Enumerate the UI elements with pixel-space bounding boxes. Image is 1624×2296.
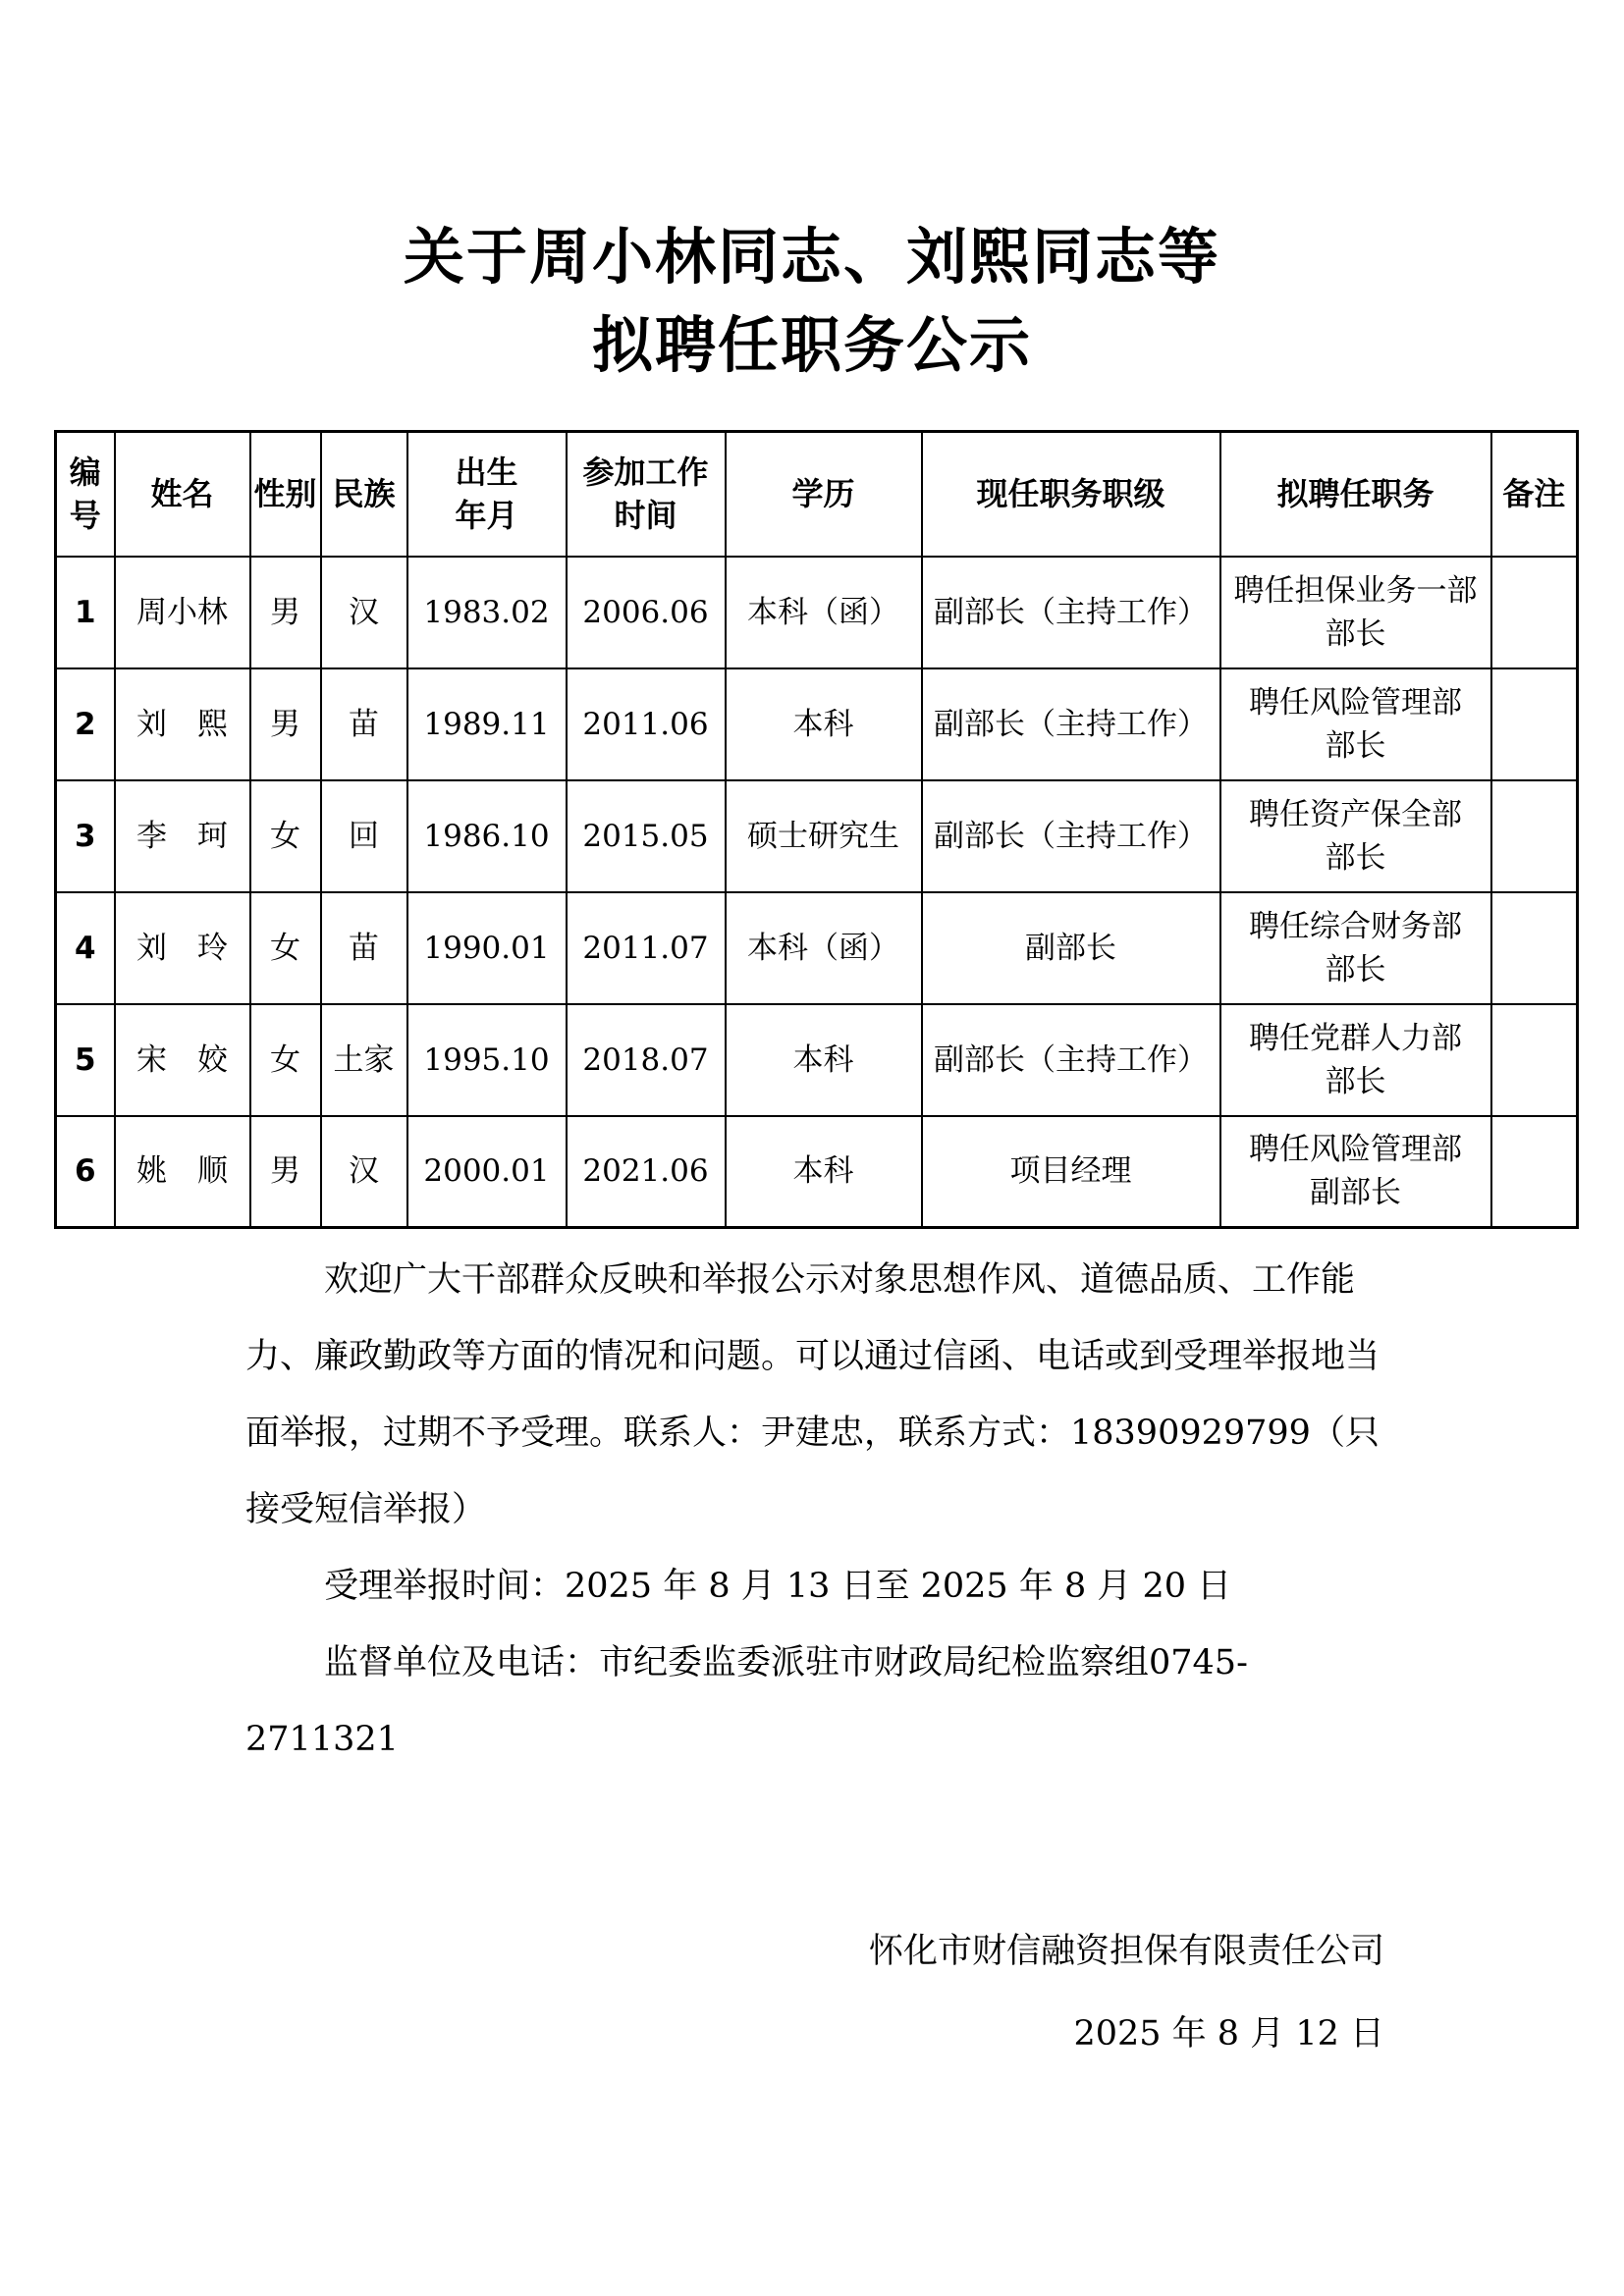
header-gender: 性别	[250, 432, 321, 557]
appointment-table	[54, 430, 1579, 1229]
header-remark: 备注	[1491, 432, 1578, 557]
cell-gender: 女	[250, 780, 321, 892]
cell-idx: 5	[56, 1004, 115, 1116]
supervisor-contact: 监督单位及电话：市纪委监委派驻市财政局纪检监察组0745-2711321	[245, 1643, 1248, 1759]
cell-education: 本科	[726, 1004, 922, 1116]
cell-remark	[1491, 1116, 1578, 1228]
cell-name: 周小林	[115, 557, 250, 668]
table-row	[56, 892, 1578, 1004]
header-birth: 出生年月	[407, 432, 567, 557]
cell-work-start: 2015.05	[567, 780, 726, 892]
cell-remark	[1491, 780, 1578, 892]
cell-ethnicity: 苗	[321, 892, 407, 1004]
cell-current-position: 副部长（主持工作）	[922, 1004, 1220, 1116]
proposed-line-1: 聘任党群人力部	[1249, 1020, 1462, 1056]
cell-idx: 2	[56, 668, 115, 780]
cell-gender: 男	[250, 1116, 321, 1228]
header-idx: 编号	[56, 432, 115, 557]
proposed-line-2: 部长	[1325, 951, 1386, 988]
cell-ethnicity: 土家	[321, 1004, 407, 1116]
cell-birth: 1983.02	[407, 557, 567, 668]
cell-proposed-position	[1220, 1004, 1491, 1116]
proposed-line-2: 部长	[1325, 839, 1386, 876]
cell-remark	[1491, 668, 1578, 780]
header-education: 学历	[726, 432, 922, 557]
proposed-line-2: 部长	[1325, 727, 1386, 764]
cell-ethnicity: 回	[321, 780, 407, 892]
title-line-1: 关于周小林同志、刘熙同志等	[403, 221, 1220, 293]
table-row	[56, 780, 1578, 892]
proposed-line-2: 部长	[1325, 1063, 1386, 1099]
proposed-line-1: 聘任资产保全部	[1249, 796, 1462, 832]
cell-current-position: 副部长（主持工作）	[922, 780, 1220, 892]
cell-current-position: 副部长（主持工作）	[922, 668, 1220, 780]
cell-name: 姚 顺	[115, 1116, 250, 1228]
cell-proposed-position	[1220, 557, 1491, 668]
header-current-position: 现任职务职级	[922, 432, 1220, 557]
proposed-line-1: 聘任综合财务部	[1249, 908, 1462, 944]
cell-name: 刘 玲	[115, 892, 250, 1004]
cell-ethnicity: 汉	[321, 1116, 407, 1228]
cell-remark	[1491, 1004, 1578, 1116]
cell-current-position: 副部长	[922, 892, 1220, 1004]
cell-idx: 3	[56, 780, 115, 892]
proposed-line-1: 聘任风险管理部	[1249, 1132, 1462, 1168]
notice-paragraph: 欢迎广大干部群众反映和举报公示对象思想作风、道德品质、工作能力、廉政勤政等方面的情况和问题。可以通过信函、电话或到受理举报地当面举报，过期不予受理。联系人：尹建忠，联系方式：18390929799（只接受短信举报）	[245, 1260, 1380, 1529]
table-row	[56, 1004, 1578, 1116]
cell-name: 李 珂	[115, 780, 250, 892]
cell-gender: 男	[250, 668, 321, 780]
cell-remark	[1491, 892, 1578, 1004]
cell-remark	[1491, 557, 1578, 668]
cell-proposed-position	[1220, 668, 1491, 780]
cell-work-start: 2011.06	[567, 668, 726, 780]
cell-work-start: 2018.07	[567, 1004, 726, 1116]
cell-current-position: 副部长（主持工作）	[922, 557, 1220, 668]
cell-education: 硕士研究生	[726, 780, 922, 892]
cell-name: 宋 姣	[115, 1004, 250, 1116]
signature-date: 2025 年 8 月 12 日	[1073, 2014, 1384, 2054]
cell-birth: 1990.01	[407, 892, 567, 1004]
cell-name: 刘 熙	[115, 668, 250, 780]
report-period: 受理举报时间：2025 年 8 月 13 日至 2025 年 8 月 20 日	[324, 1567, 1232, 1606]
title-line-2: 拟聘任职务公示	[591, 309, 1032, 381]
table-row	[56, 1116, 1578, 1228]
cell-birth: 1989.11	[407, 668, 567, 780]
cell-current-position: 项目经理	[922, 1116, 1220, 1228]
cell-idx: 1	[56, 557, 115, 668]
cell-ethnicity: 汉	[321, 557, 407, 668]
header-ethnicity: 民族	[321, 432, 407, 557]
proposed-line-1: 聘任风险管理部	[1249, 684, 1462, 721]
cell-work-start: 2006.06	[567, 557, 726, 668]
cell-idx: 6	[56, 1116, 115, 1228]
cell-proposed-position	[1220, 1116, 1491, 1228]
cell-proposed-position	[1220, 780, 1491, 892]
proposed-line-1: 聘任担保业务一部	[1233, 572, 1478, 609]
header-work-start: 参加工作时间	[567, 432, 726, 557]
cell-birth: 1986.10	[407, 780, 567, 892]
cell-gender: 女	[250, 1004, 321, 1116]
cell-gender: 男	[250, 557, 321, 668]
cell-idx: 4	[56, 892, 115, 1004]
cell-work-start: 2011.07	[567, 892, 726, 1004]
header-proposed-position: 拟聘任职务	[1220, 432, 1491, 557]
cell-education: 本科（函）	[726, 892, 922, 1004]
table-row	[56, 668, 1578, 780]
cell-education: 本科	[726, 668, 922, 780]
company-signature: 怀化市财信融资担保有限责任公司	[868, 1932, 1384, 1971]
table-row	[56, 557, 1578, 668]
cell-birth: 2000.01	[407, 1116, 567, 1228]
proposed-line-2: 部长	[1325, 615, 1386, 652]
proposed-line-2: 副部长	[1310, 1175, 1401, 1211]
cell-education: 本科	[726, 1116, 922, 1228]
cell-work-start: 2021.06	[567, 1116, 726, 1228]
cell-gender: 女	[250, 892, 321, 1004]
header-name: 姓名	[115, 432, 250, 557]
cell-birth: 1995.10	[407, 1004, 567, 1116]
cell-education: 本科（函）	[726, 557, 922, 668]
cell-ethnicity: 苗	[321, 668, 407, 780]
table-header-row	[56, 432, 1578, 557]
cell-proposed-position	[1220, 892, 1491, 1004]
